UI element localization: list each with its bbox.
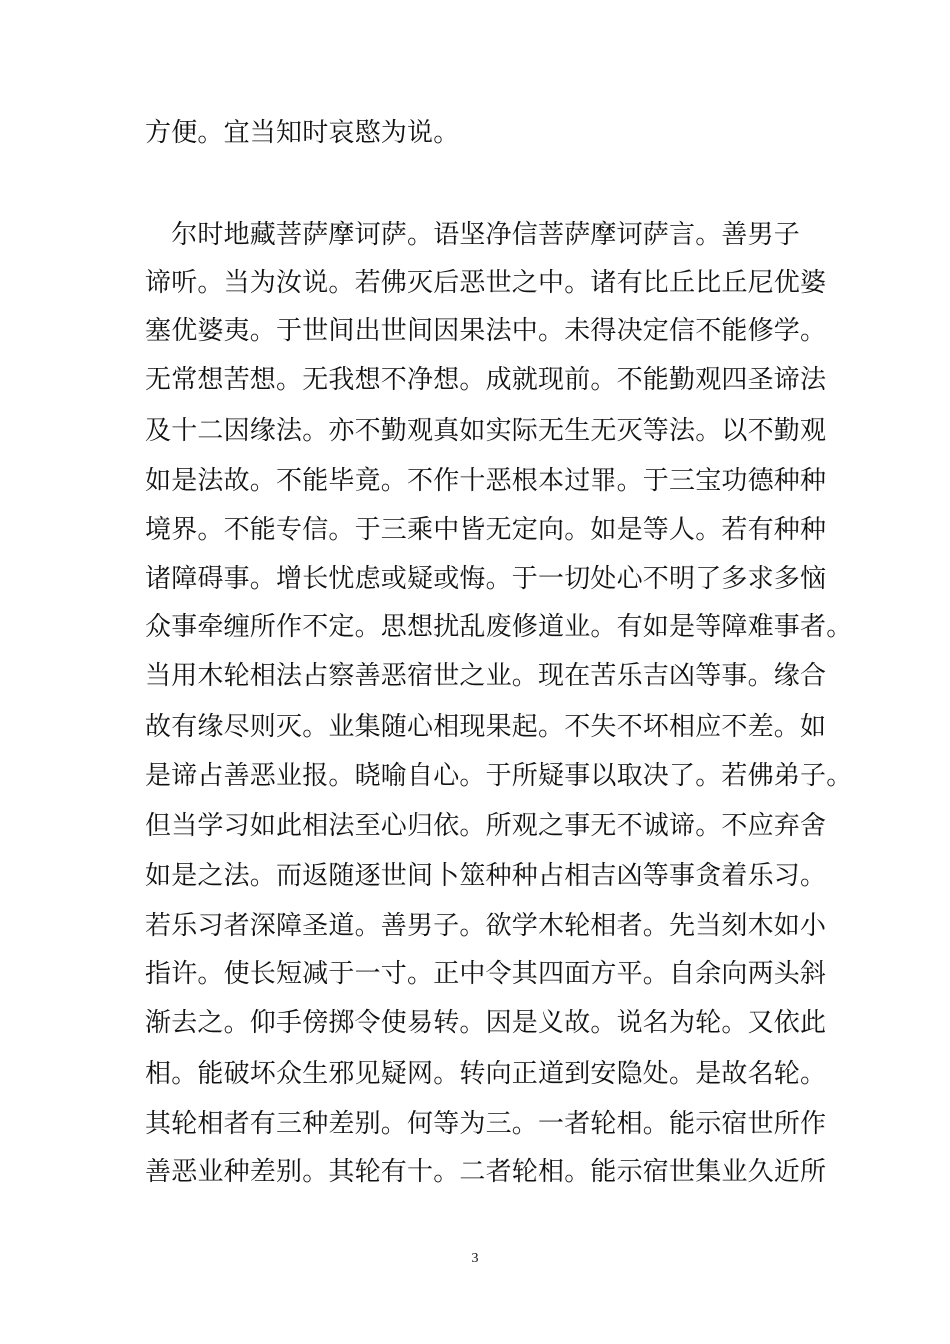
text-line: 相。能破坏众生邪见疑网。转向正道到安隐处。是故名轮。 xyxy=(145,1059,827,1089)
text-line: 诸障碍事。增长忧虑或疑或悔。于一切处心不明了多求多恼 xyxy=(145,564,827,594)
text-line: 及十二因缘法。亦不勤观真如实际无生无灭等法。以不勤观 xyxy=(145,416,827,446)
text-line: 无常想苦想。无我想不净想。成就现前。不能勤观四圣谛法 xyxy=(145,365,827,395)
text-line: 如是法故。不能毕竟。不作十恶根本过罪。于三宝功德种种 xyxy=(145,466,827,496)
text-line: 如是之法。而返随逐世间卜筮种种占相吉凶等事贪着乐习。 xyxy=(145,861,827,891)
text-line: 众事牵缠所作不定。思想扰乱废修道业。有如是等障难事者。 xyxy=(145,612,853,642)
text-line: 境界。不能专信。于三乘中皆无定向。如是等人。若有种种 xyxy=(145,515,827,545)
text-line: 若乐习者深障圣道。善男子。欲学木轮相者。先当刻木如小 xyxy=(145,911,827,941)
text-line: 故有缘尽则灭。业集随心相现果起。不失不坏相应不差。如 xyxy=(145,712,827,742)
text-line: 渐去之。仰手傍掷令使易转。因是义故。说名为轮。又依此 xyxy=(145,1008,827,1038)
text-line: 谛听。当为汝说。若佛灭后恶世之中。诸有比丘比丘尼优婆 xyxy=(145,268,827,298)
text-line: 是谛占善恶业报。晓喻自心。于所疑事以取决了。若佛弟子。 xyxy=(145,761,853,791)
text-line: 当用木轮相法占察善恶宿世之业。现在苦乐吉凶等事。缘合 xyxy=(145,661,827,691)
text-line: 尔时地藏菩萨摩诃萨。语坚净信菩萨摩诃萨言。善男子 xyxy=(145,220,801,250)
text-line: 但当学习如此相法至心归依。所观之事无不诚谛。不应弃舍 xyxy=(145,811,827,841)
text-line: 方便。宜当知时哀愍为说。 xyxy=(145,118,460,148)
text-line: 其轮相者有三种差别。何等为三。一者轮相。能示宿世所作 xyxy=(145,1109,827,1139)
text-line: 指许。使长短减于一寸。正中令其四面方平。自余向两头斜 xyxy=(145,959,827,989)
text-line: 善恶业种差别。其轮有十。二者轮相。能示宿世集业久近所 xyxy=(145,1157,827,1187)
text-line: 塞优婆夷。于世间出世间因果法中。未得决定信不能修学。 xyxy=(145,316,827,346)
page-number: 3 xyxy=(471,1251,479,1266)
